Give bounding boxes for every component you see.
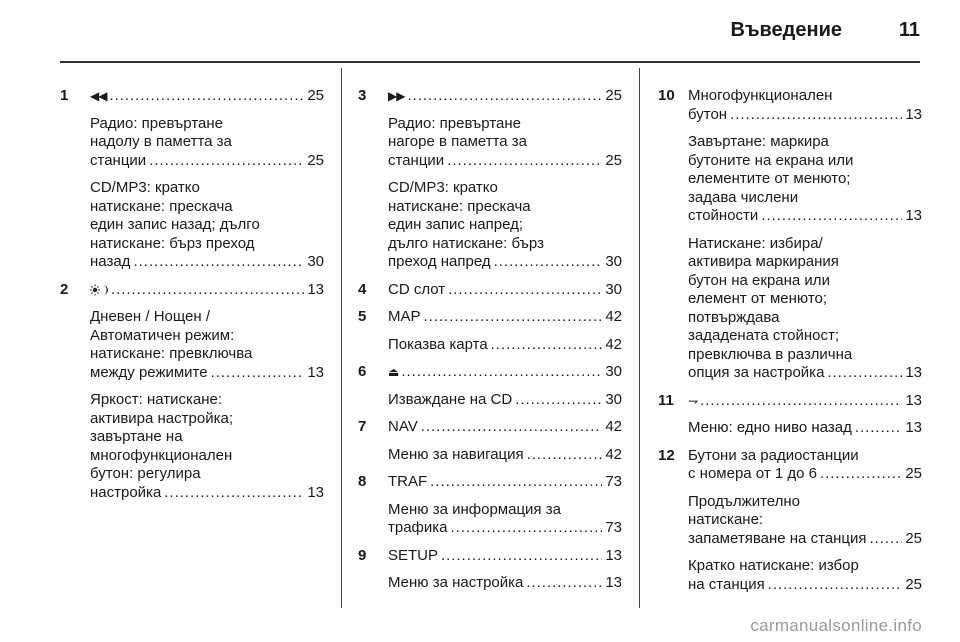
page-reference: [388, 87, 622, 106]
page-ref-number: 13: [905, 364, 922, 381]
entry-text-line: нагоре в паметта за: [388, 133, 528, 150]
dot-leader: [761, 207, 902, 226]
page-reference: [388, 574, 622, 593]
entry-paragraph: [90, 391, 324, 502]
page-ref-number: 13: [905, 105, 922, 123]
entry-text-line: CD/MP3: кратко: [388, 179, 498, 196]
entry-text-line: Натискане: избира/: [688, 234, 823, 252]
entry-text-line: задава числени: [688, 188, 799, 206]
entry-text-line: Бутони за радиостанции: [688, 446, 859, 464]
entry-paragraph: [388, 336, 622, 355]
dot-leader: [515, 391, 602, 410]
entry-text-line: дълго натискане: бърз: [388, 234, 544, 252]
dot-leader: [730, 106, 902, 125]
entry-paragraph: [688, 87, 922, 124]
page-reference: [688, 530, 922, 549]
page-ref-number: 13: [605, 546, 622, 564]
entry-paragraph: [388, 446, 622, 465]
page-ref-number: 13: [905, 207, 922, 224]
entry-number: 5: [358, 308, 367, 325]
page-reference: [90, 87, 324, 106]
dot-leader: [869, 530, 902, 549]
index-entry: [358, 547, 622, 593]
page-ref-number: 13: [307, 363, 324, 381]
entry-text-line: многофункционален: [90, 446, 233, 464]
page-ref-number: 25: [307, 87, 324, 104]
page-ref-number: 42: [605, 308, 622, 325]
page-ref-number: 42: [605, 445, 622, 463]
dot-leader: [491, 336, 603, 355]
dot-leader: [448, 281, 602, 300]
dot-leader: [447, 152, 602, 171]
dot-leader: [111, 281, 304, 300]
dot-leader: [827, 364, 902, 383]
seek-forward-icon: ▶▶: [388, 89, 405, 103]
eject-icon: ⏏: [388, 365, 399, 379]
entry-text-line: трафика: [388, 519, 448, 536]
entry-text-line: назад: [90, 253, 131, 270]
page-reference: [388, 281, 622, 300]
page-reference: [688, 465, 922, 484]
dot-leader: [164, 484, 304, 503]
page-ref-number: 42: [605, 418, 622, 435]
index-entry: [358, 308, 622, 354]
entry-paragraph: [90, 87, 324, 106]
page-reference: [90, 281, 324, 300]
entry-text-line: натискане: прескача: [388, 197, 531, 215]
entry-text-line: елементите от менюто;: [688, 170, 851, 187]
page-ref-number: 25: [905, 529, 922, 547]
entry-paragraph: [388, 87, 622, 106]
entry-text-line: CD слот: [388, 280, 446, 298]
page-reference: [688, 419, 922, 438]
page-reference: [688, 576, 922, 595]
entry-paragraph: [688, 133, 922, 226]
page-ref-number: 30: [307, 253, 324, 270]
page-ref-number: 30: [605, 280, 622, 298]
entry-paragraph: [388, 363, 622, 382]
dot-leader: [109, 87, 304, 106]
entry-text-line: преход напред: [388, 253, 491, 270]
column-2: [358, 78, 622, 602]
entry-number: 1: [60, 87, 69, 104]
entry-number: 8: [358, 473, 367, 490]
entry-text-line: стойности: [688, 207, 759, 224]
entry-paragraph: [90, 281, 324, 300]
entry-text-line: натискане: превключва: [90, 345, 253, 362]
page-ref-number: 30: [605, 363, 622, 380]
entry-paragraph: [388, 574, 622, 593]
page-number: 11: [898, 19, 920, 41]
entry-number: 9: [358, 546, 367, 564]
dot-leader: [133, 253, 304, 272]
entry-text-line: завъртане на: [90, 428, 183, 445]
entry-text-line: настройка: [90, 483, 162, 501]
entry-text-line: един запис назад; дълго: [90, 216, 260, 233]
page-reference: [388, 391, 622, 410]
entry-text-line: CD/MP3: кратко: [90, 179, 200, 196]
entry-text-line: между режимите: [90, 363, 208, 381]
page-reference: [90, 152, 324, 171]
entry-paragraph: [688, 557, 922, 594]
entry-text-line: бутон: регулира: [90, 465, 201, 482]
entry-text-line: потвърждава: [688, 308, 780, 326]
index-entry: [358, 87, 622, 272]
dot-leader: [700, 392, 902, 411]
page-ref-number: 25: [905, 575, 922, 593]
dot-leader: [494, 253, 603, 272]
page-ref-number: 42: [605, 335, 622, 353]
page-reference: [388, 363, 622, 382]
entry-text-line: станции: [388, 151, 445, 169]
dot-leader: [441, 547, 602, 566]
column-1: [60, 78, 324, 511]
dot-leader: [526, 574, 602, 593]
entry-number: 2: [60, 280, 69, 298]
index-entry: [358, 473, 622, 538]
index-entry: [358, 363, 622, 409]
entry-text-line: Изваждане на CD: [388, 390, 513, 408]
entry-paragraph: [688, 392, 922, 411]
dot-leader: [451, 519, 603, 538]
entry-paragraph: [688, 235, 922, 383]
entry-text-line: с номера от 1 до 6: [688, 465, 817, 482]
entry-text-line: Яркост: натискане:: [90, 391, 223, 408]
index-entry: [60, 281, 324, 503]
page-reference: [688, 364, 922, 383]
dot-leader: [430, 473, 602, 492]
page-ref-number: 25: [605, 151, 622, 169]
entry-number: 4: [358, 280, 367, 298]
entry-text-line: MAP: [388, 308, 421, 325]
page-reference: [388, 418, 622, 437]
entry-text-line: активира настройка;: [90, 409, 233, 427]
entry-text-line: SETUP: [388, 546, 439, 564]
entry-text-line: Меню за информация за: [388, 500, 561, 518]
dot-leader: [211, 364, 305, 383]
index-entry: [658, 392, 922, 438]
entry-text-line: запаметяване на станция: [688, 529, 867, 547]
dot-leader: [527, 446, 603, 465]
page-header: [0, 0, 960, 62]
page-title: Въведение: [730, 19, 842, 41]
entry-text-line: Кратко натискане: избор: [688, 557, 859, 574]
dot-leader: [149, 152, 304, 171]
entry-text-line: натискане: прескача: [90, 197, 233, 215]
page-reference: [388, 152, 622, 171]
entry-text-line: натискане:: [688, 511, 764, 528]
page-reference: [688, 207, 922, 226]
entry-text-line: Меню: едно ниво назад: [688, 419, 852, 436]
entry-number: 12: [658, 446, 675, 464]
page-reference: [388, 473, 622, 492]
entry-paragraph: [388, 418, 622, 437]
entry-paragraph: [90, 115, 324, 171]
column-3: [658, 78, 922, 603]
index-entry: [658, 447, 922, 595]
back-icon: ⇁: [688, 393, 698, 408]
header-rule: [60, 61, 920, 63]
dot-leader: [855, 419, 902, 438]
entry-text-line: бутоните на екрана или: [688, 151, 854, 169]
entry-paragraph: [388, 281, 622, 300]
entry-paragraph: [388, 473, 622, 492]
page-reference: [90, 364, 324, 383]
entry-text-line: Завъртане: маркира: [688, 133, 829, 150]
dot-leader: [401, 363, 602, 382]
page-ref-number: 73: [605, 519, 622, 536]
entry-text-line: Продължително: [688, 492, 801, 510]
entry-text-line: NAV: [388, 418, 418, 435]
page-reference: [388, 253, 622, 272]
page-ref-number: 25: [307, 151, 324, 169]
index-entry: [358, 281, 622, 300]
page-ref-number: 13: [307, 280, 324, 298]
index-entry: [60, 87, 324, 272]
day-night-icon: [90, 281, 108, 300]
entry-text-line: един запис напред;: [388, 216, 524, 233]
page-reference: [90, 484, 324, 503]
entry-text-line: превключва в различна: [688, 345, 853, 363]
page-ref-number: 73: [605, 473, 622, 490]
entry-paragraph: [688, 493, 922, 549]
column-divider: [639, 68, 640, 608]
entry-paragraph: [388, 308, 622, 327]
entry-text-line: на станция: [688, 575, 765, 593]
entry-text-line: елемент от менюто;: [688, 290, 828, 307]
entry-text-line: бутон: [688, 105, 728, 123]
entry-number: 11: [658, 391, 674, 409]
dot-leader: [820, 465, 902, 484]
page-reference: [388, 336, 622, 355]
entry-number: 6: [358, 363, 367, 380]
entry-text-line: Радио: превъртане: [90, 114, 223, 132]
page-ref-number: 13: [905, 419, 922, 436]
page-ref-number: 25: [605, 87, 622, 104]
page-reference: [388, 308, 622, 327]
entry-text-line: Меню за настройка: [388, 574, 524, 591]
entry-text-line: Радио: превъртане: [388, 114, 521, 132]
entry-paragraph: [388, 501, 622, 538]
dot-leader: [768, 576, 903, 595]
watermark: carmanualsonline.info: [750, 616, 922, 635]
page-reference: [388, 446, 622, 465]
entry-text-line: бутон на екрана или: [688, 271, 830, 289]
page-reference: [388, 519, 622, 538]
entry-text-line: TRAF: [388, 473, 428, 490]
page-ref-number: 30: [605, 390, 622, 408]
entry-paragraph: [388, 115, 622, 171]
entry-text-line: Дневен / Нощен /: [90, 308, 211, 325]
entry-text-line: Показва карта: [388, 335, 488, 353]
entry-text-line: зададената стойност;: [688, 327, 840, 344]
column-divider: [341, 68, 342, 608]
entry-text-line: Меню за навигация: [388, 445, 524, 463]
page-ref-number: 13: [905, 391, 922, 409]
page-ref-number: 13: [605, 574, 622, 591]
page-ref-number: 13: [307, 483, 324, 501]
entry-text-line: станции: [90, 151, 147, 169]
entry-paragraph: [90, 308, 324, 382]
page-reference: [90, 253, 324, 272]
entry-number: 7: [358, 418, 367, 435]
page-reference: [388, 547, 622, 566]
index-entry: [658, 87, 922, 383]
entry-text-line: Многофункционален: [688, 87, 833, 104]
seek-back-icon: ◀◀: [90, 89, 107, 103]
entry-paragraph: [688, 419, 922, 438]
dot-leader: [424, 308, 603, 327]
page-ref-number: 30: [605, 253, 622, 270]
entry-text-line: надолу в паметта за: [90, 133, 232, 150]
dot-leader: [407, 87, 602, 106]
entry-paragraph: [388, 391, 622, 410]
page-ref-number: 25: [905, 465, 922, 482]
page-reference: [688, 392, 922, 411]
index-entry: [358, 418, 622, 464]
page-reference: [688, 106, 922, 125]
entry-paragraph: [388, 547, 622, 566]
entry-number: 10: [658, 87, 675, 104]
entry-paragraph: [688, 447, 922, 484]
entry-text-line: Автоматичен режим:: [90, 326, 235, 344]
dot-leader: [421, 418, 603, 437]
entry-paragraph: [388, 179, 622, 272]
entry-number: 3: [358, 87, 367, 104]
entry-text-line: активира маркирания: [688, 253, 839, 270]
entry-text-line: опция за настройка: [688, 364, 825, 381]
entry-text-line: натискане: бърз преход: [90, 234, 255, 252]
entry-paragraph: [90, 179, 324, 272]
